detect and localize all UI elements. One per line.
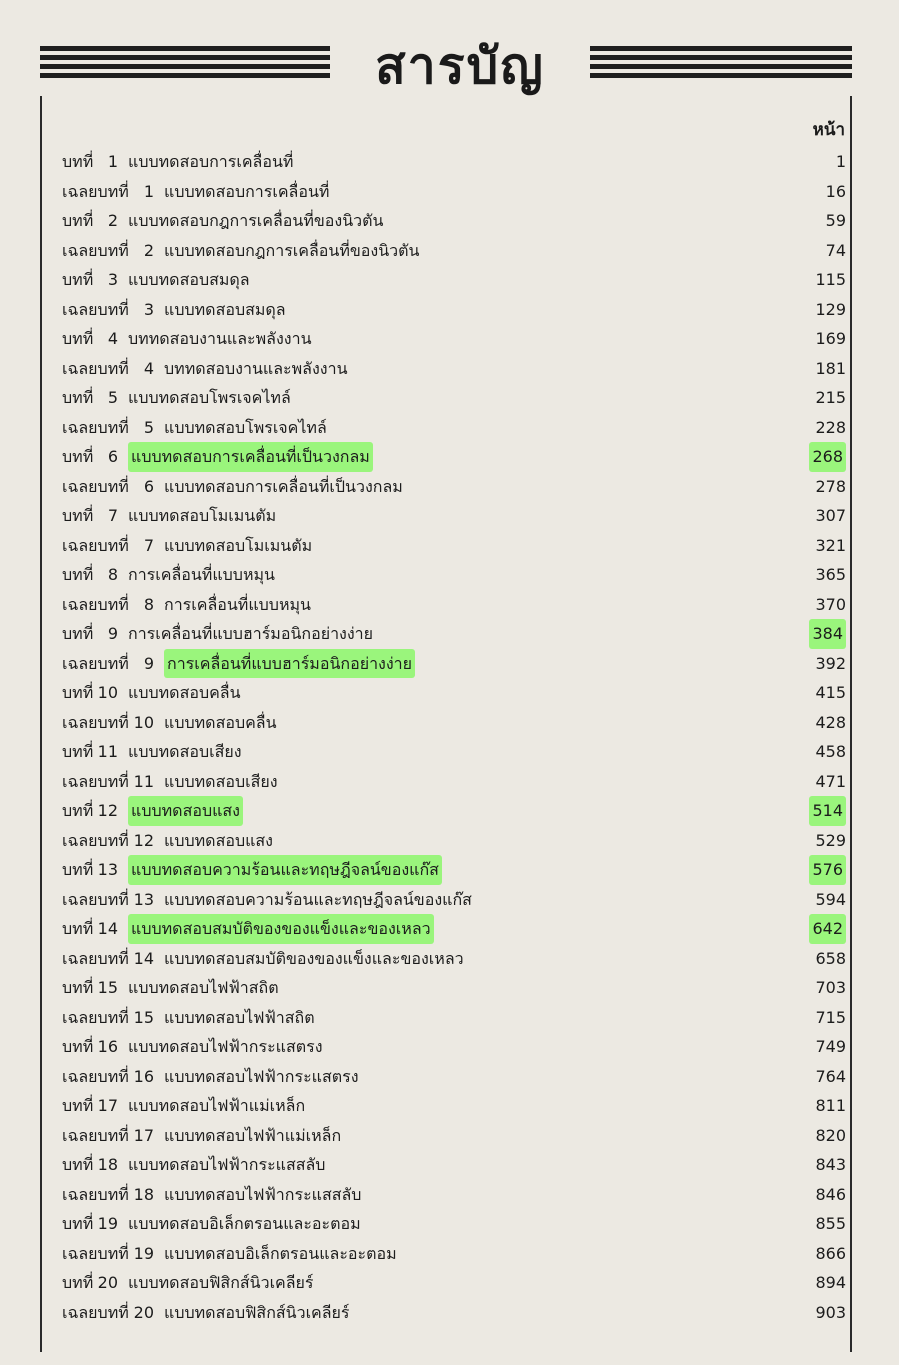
entry-number: 5 [143, 417, 154, 437]
entry-page-number: 749 [815, 1037, 846, 1056]
page-column-label: หน้า [812, 120, 845, 140]
entry-label: บทที่ [62, 919, 94, 938]
entry-title: แบบทดสอบเสียง [128, 742, 242, 761]
entry-page-number: 129 [815, 299, 846, 319]
entry-number: 6 [107, 447, 118, 466]
entry-label: เฉลยบทที่ [62, 889, 129, 909]
entry-number: 15 [133, 1007, 154, 1027]
entry-label: บทที่ [62, 1273, 94, 1292]
entry-page-number: 658 [815, 948, 846, 968]
toc-chapter-row [62, 383, 846, 413]
entry-page-number: 866 [815, 1243, 846, 1263]
toc-answer-row [62, 413, 846, 443]
entry-number: 6 [143, 476, 154, 496]
entry-page-number: 576 [809, 855, 846, 885]
entry-title: การเคลื่อนที่แบบฮาร์มอนิกอย่างง่าย [128, 624, 374, 643]
entry-title: แบบทดสอบการเคลื่อนที่เป็นวงกลม [128, 442, 373, 472]
entry-label: เฉลยบทที่ [62, 1302, 129, 1322]
toc-chapter-row [62, 1150, 846, 1180]
entry-page-number: 843 [815, 1155, 846, 1174]
entry-title: แบบทดสอบไฟฟ้าแม่เหล็ก [164, 1125, 342, 1145]
entry-label: บทที่ [62, 211, 94, 230]
toc-chapter-row [62, 1091, 846, 1121]
entry-page-number: 903 [815, 1302, 846, 1322]
entry-label: บทที่ [62, 152, 94, 171]
toc-chapter-row [62, 560, 846, 590]
entry-title: แบบทดสอบแสง [164, 830, 273, 850]
toc-chapter-row [62, 265, 846, 295]
entry-page-number: 1 [835, 152, 846, 171]
entry-page-number: 820 [815, 1125, 846, 1145]
entry-label: บทที่ [62, 1037, 94, 1056]
entry-page-number: 268 [809, 442, 846, 472]
page-title: สารบัญ [375, 37, 545, 95]
toc-answer-row [62, 1239, 846, 1269]
entry-title: แบบทดสอบการเคลื่อนที่ [128, 152, 294, 171]
toc-answer-row [62, 885, 846, 915]
toc-answer-row [62, 590, 846, 620]
entry-number: 5 [107, 388, 118, 407]
entry-title: แบบทดสอบแสง [128, 796, 243, 826]
toc-answer-row [62, 531, 846, 561]
entry-label: เฉลยบทที่ [62, 830, 129, 850]
entry-label: เฉลยบทที่ [62, 712, 129, 732]
toc-answer-row [62, 177, 846, 207]
entry-label: เฉลยบทที่ [62, 1007, 129, 1027]
entry-label: บทที่ [62, 388, 94, 407]
entry-number: 12 [133, 830, 154, 850]
entry-page-number: 894 [815, 1273, 846, 1292]
entry-title: บททดสอบงานและพลังงาน [164, 358, 348, 378]
toc-chapter-row [62, 442, 846, 472]
entry-title: แบบทดสอบไฟฟ้าสถิต [128, 978, 279, 997]
entry-label: เฉลยบทที่ [62, 948, 129, 968]
entry-page-number: 278 [815, 476, 846, 496]
toc-chapter-row [62, 324, 846, 354]
entry-page-number: 514 [809, 796, 846, 826]
entry-title: แบบทดสอบสมดุล [128, 270, 250, 289]
toc-answer-row [62, 236, 846, 266]
entry-title: แบบทดสอบโมเมนตัม [164, 535, 313, 555]
entry-title: แบบทดสอบความร้อนและทฤษฎีจลน์ของแก๊ส [128, 855, 442, 885]
entry-number: 3 [107, 270, 118, 289]
entry-label: เฉลยบทที่ [62, 1125, 129, 1145]
entry-label: บทที่ [62, 447, 94, 466]
entry-label: เฉลยบทที่ [62, 181, 129, 201]
toc-answer-row [62, 708, 846, 738]
entry-number: 1 [107, 152, 118, 171]
entry-label: บทที่ [62, 565, 94, 584]
entry-title: แบบทดสอบอิเล็กตรอนและอะตอม [164, 1243, 397, 1263]
entry-page-number: 215 [815, 388, 846, 407]
entry-title: แบบทดสอบไฟฟ้ากระแสตรง [164, 1066, 359, 1086]
entry-title: แบบทดสอบกฎการเคลื่อนที่ของนิวตัน [164, 240, 420, 260]
entry-label: บทที่ [62, 742, 94, 761]
entry-number: 14 [133, 948, 154, 968]
entry-page-number: 181 [815, 358, 846, 378]
entry-page-number: 365 [815, 565, 846, 584]
entry-number: 14 [97, 919, 118, 938]
entry-number: 7 [107, 506, 118, 525]
entry-page-number: 228 [815, 417, 846, 437]
entry-title: แบบทดสอบการเคลื่อนที่เป็นวงกลม [164, 476, 403, 496]
toc-answer-row [62, 944, 846, 974]
entry-page-number: 811 [815, 1096, 846, 1115]
toc-chapter-row [62, 147, 846, 177]
entry-page-number: 529 [815, 830, 846, 850]
entry-title: แบบทดสอบฟิสิกส์นิวเคลียร์ [164, 1302, 350, 1322]
toc-chapter-row [62, 1032, 846, 1062]
entry-number: 8 [107, 565, 118, 584]
entry-title: แบบทดสอบโพรเจคไทล์ [128, 388, 291, 407]
entry-title: แบบทดสอบไฟฟ้ากระแสสลับ [164, 1184, 362, 1204]
entry-title: แบบทดสอบฟิสิกส์นิวเคลียร์ [128, 1273, 314, 1292]
entry-label: เฉลยบทที่ [62, 771, 129, 791]
toc-answer-row [62, 649, 846, 679]
entry-page-number: 703 [815, 978, 846, 997]
toc-answer-row [62, 1003, 846, 1033]
entry-label: บทที่ [62, 1096, 94, 1115]
entry-number: 11 [133, 771, 154, 791]
entry-page-number: 392 [815, 653, 846, 673]
entry-label: เฉลยบทที่ [62, 417, 129, 437]
toc-answer-row [62, 295, 846, 325]
entry-title: การเคลื่อนที่แบบฮาร์มอนิกอย่างง่าย [164, 649, 415, 679]
entry-label: บทที่ [62, 978, 94, 997]
toc-chapter-row [62, 796, 846, 826]
toc-chapter-row [62, 914, 846, 944]
entry-number: 13 [97, 860, 118, 879]
entry-label: เฉลยบทที่ [62, 535, 129, 555]
entry-title: การเคลื่อนที่แบบหมุน [164, 594, 311, 614]
entry-title: แบบทดสอบสมดุล [164, 299, 286, 319]
entry-label: บทที่ [62, 506, 94, 525]
entry-title: แบบทดสอบไฟฟ้ากระแสตรง [128, 1037, 323, 1056]
entry-number: 9 [143, 653, 154, 673]
entry-title: แบบทดสอบการเคลื่อนที่ [164, 181, 330, 201]
toc-answer-row [62, 826, 846, 856]
entry-label: เฉลยบทที่ [62, 594, 129, 614]
entry-page-number: 384 [809, 619, 846, 649]
entry-label: บทที่ [62, 860, 94, 879]
entry-title: แบบทดสอบไฟฟ้าแม่เหล็ก [128, 1096, 306, 1115]
entry-number: 15 [97, 978, 118, 997]
toc-answer-row [62, 1298, 846, 1328]
toc-chapter-row [62, 501, 846, 531]
toc-answer-row [62, 472, 846, 502]
entry-number: 19 [97, 1214, 118, 1233]
entry-label: เฉลยบทที่ [62, 1184, 129, 1204]
entry-number: 17 [97, 1096, 118, 1115]
entry-label: บทที่ [62, 270, 94, 289]
entry-number: 3 [143, 299, 154, 319]
entry-page-number: 370 [815, 594, 846, 614]
entry-label: เฉลยบทที่ [62, 1066, 129, 1086]
entry-title: บททดสอบงานและพลังงาน [128, 329, 312, 348]
entry-title: แบบทดสอบไฟฟ้าสถิต [164, 1007, 315, 1027]
entry-number: 2 [143, 240, 154, 260]
entry-number: 18 [133, 1184, 154, 1204]
entry-title: แบบทดสอบสมบัติของของแข็งและของเหลว [128, 914, 434, 944]
entry-title: แบบทดสอบคลื่น [164, 712, 277, 732]
entry-title: แบบทดสอบกฎการเคลื่อนที่ของนิวตัน [128, 211, 384, 230]
entry-page-number: 307 [815, 506, 846, 525]
entry-label: เฉลยบทที่ [62, 240, 129, 260]
toc-chapter-row [62, 678, 846, 708]
entry-label: เฉลยบทที่ [62, 476, 129, 496]
entry-page-number: 458 [815, 742, 846, 761]
entry-page-number: 169 [815, 329, 846, 348]
entry-number: 20 [133, 1302, 154, 1322]
entry-number: 11 [97, 742, 118, 761]
entry-label: บทที่ [62, 1155, 94, 1174]
entry-label: บทที่ [62, 329, 94, 348]
entry-page-number: 428 [815, 712, 846, 732]
entry-title: แบบทดสอบโมเมนตัม [128, 506, 277, 525]
entry-number: 16 [133, 1066, 154, 1086]
entry-title: แบบทดสอบโพรเจคไทล์ [164, 417, 327, 437]
entry-title: แบบทดสอบความร้อนและทฤษฎีจลน์ของแก๊ส [164, 889, 472, 909]
toc-answer-row [62, 767, 846, 797]
title-stripes-left [40, 46, 330, 79]
entry-page-number: 764 [815, 1066, 846, 1086]
entry-number: 10 [97, 683, 118, 702]
toc-answer-row [62, 354, 846, 384]
entry-number: 16 [97, 1037, 118, 1056]
entry-title: แบบทดสอบเสียง [164, 771, 278, 791]
entry-label: บทที่ [62, 624, 94, 643]
entry-page-number: 471 [815, 771, 846, 791]
entry-number: 8 [143, 594, 154, 614]
entry-number: 12 [97, 801, 118, 820]
entry-number: 13 [133, 889, 154, 909]
entry-number: 9 [107, 624, 118, 643]
entry-page-number: 855 [815, 1214, 846, 1233]
entry-label: บทที่ [62, 683, 94, 702]
entry-page-number: 74 [825, 240, 846, 260]
entry-number: 4 [143, 358, 154, 378]
toc-chapter-row [62, 619, 846, 649]
entry-page-number: 846 [815, 1184, 846, 1204]
entry-title: แบบทดสอบไฟฟ้ากระแสสลับ [128, 1155, 326, 1174]
table-of-contents [62, 147, 846, 1327]
entry-label: เฉลยบทที่ [62, 299, 129, 319]
entry-page-number: 321 [815, 535, 846, 555]
toc-chapter-row [62, 855, 846, 885]
entry-title: การเคลื่อนที่แบบหมุน [128, 565, 275, 584]
entry-page-number: 594 [815, 889, 846, 909]
entry-number: 1 [143, 181, 154, 201]
toc-chapter-row [62, 1209, 846, 1239]
entry-label: เฉลยบทที่ [62, 1243, 129, 1263]
title-stripes-right [590, 46, 852, 79]
entry-number: 18 [97, 1155, 118, 1174]
entry-label: บทที่ [62, 801, 94, 820]
entry-label: เฉลยบทที่ [62, 358, 129, 378]
toc-answer-row [62, 1062, 846, 1092]
entry-number: 10 [133, 712, 154, 732]
entry-number: 20 [97, 1273, 118, 1292]
entry-page-number: 715 [815, 1007, 846, 1027]
toc-chapter-row [62, 973, 846, 1003]
entry-title: แบบทดสอบคลื่น [128, 683, 241, 702]
entry-label: บทที่ [62, 1214, 94, 1233]
toc-chapter-row [62, 737, 846, 767]
entry-title: แบบทดสอบสมบัติของของแข็งและของเหลว [164, 948, 464, 968]
entry-number: 7 [143, 535, 154, 555]
toc-chapter-row [62, 1268, 846, 1298]
entry-page-number: 642 [809, 914, 846, 944]
entry-number: 2 [107, 211, 118, 230]
entry-page-number: 16 [825, 181, 846, 201]
toc-answer-row [62, 1121, 846, 1151]
entry-number: 4 [107, 329, 118, 348]
toc-chapter-row [62, 206, 846, 236]
entry-number: 19 [133, 1243, 154, 1263]
entry-label: เฉลยบทที่ [62, 653, 129, 673]
entry-page-number: 59 [825, 211, 846, 230]
entry-page-number: 115 [815, 270, 846, 289]
entry-number: 17 [133, 1125, 154, 1145]
entry-title: แบบทดสอบอิเล็กตรอนและอะตอม [128, 1214, 361, 1233]
toc-answer-row [62, 1180, 846, 1210]
entry-page-number: 415 [815, 683, 846, 702]
